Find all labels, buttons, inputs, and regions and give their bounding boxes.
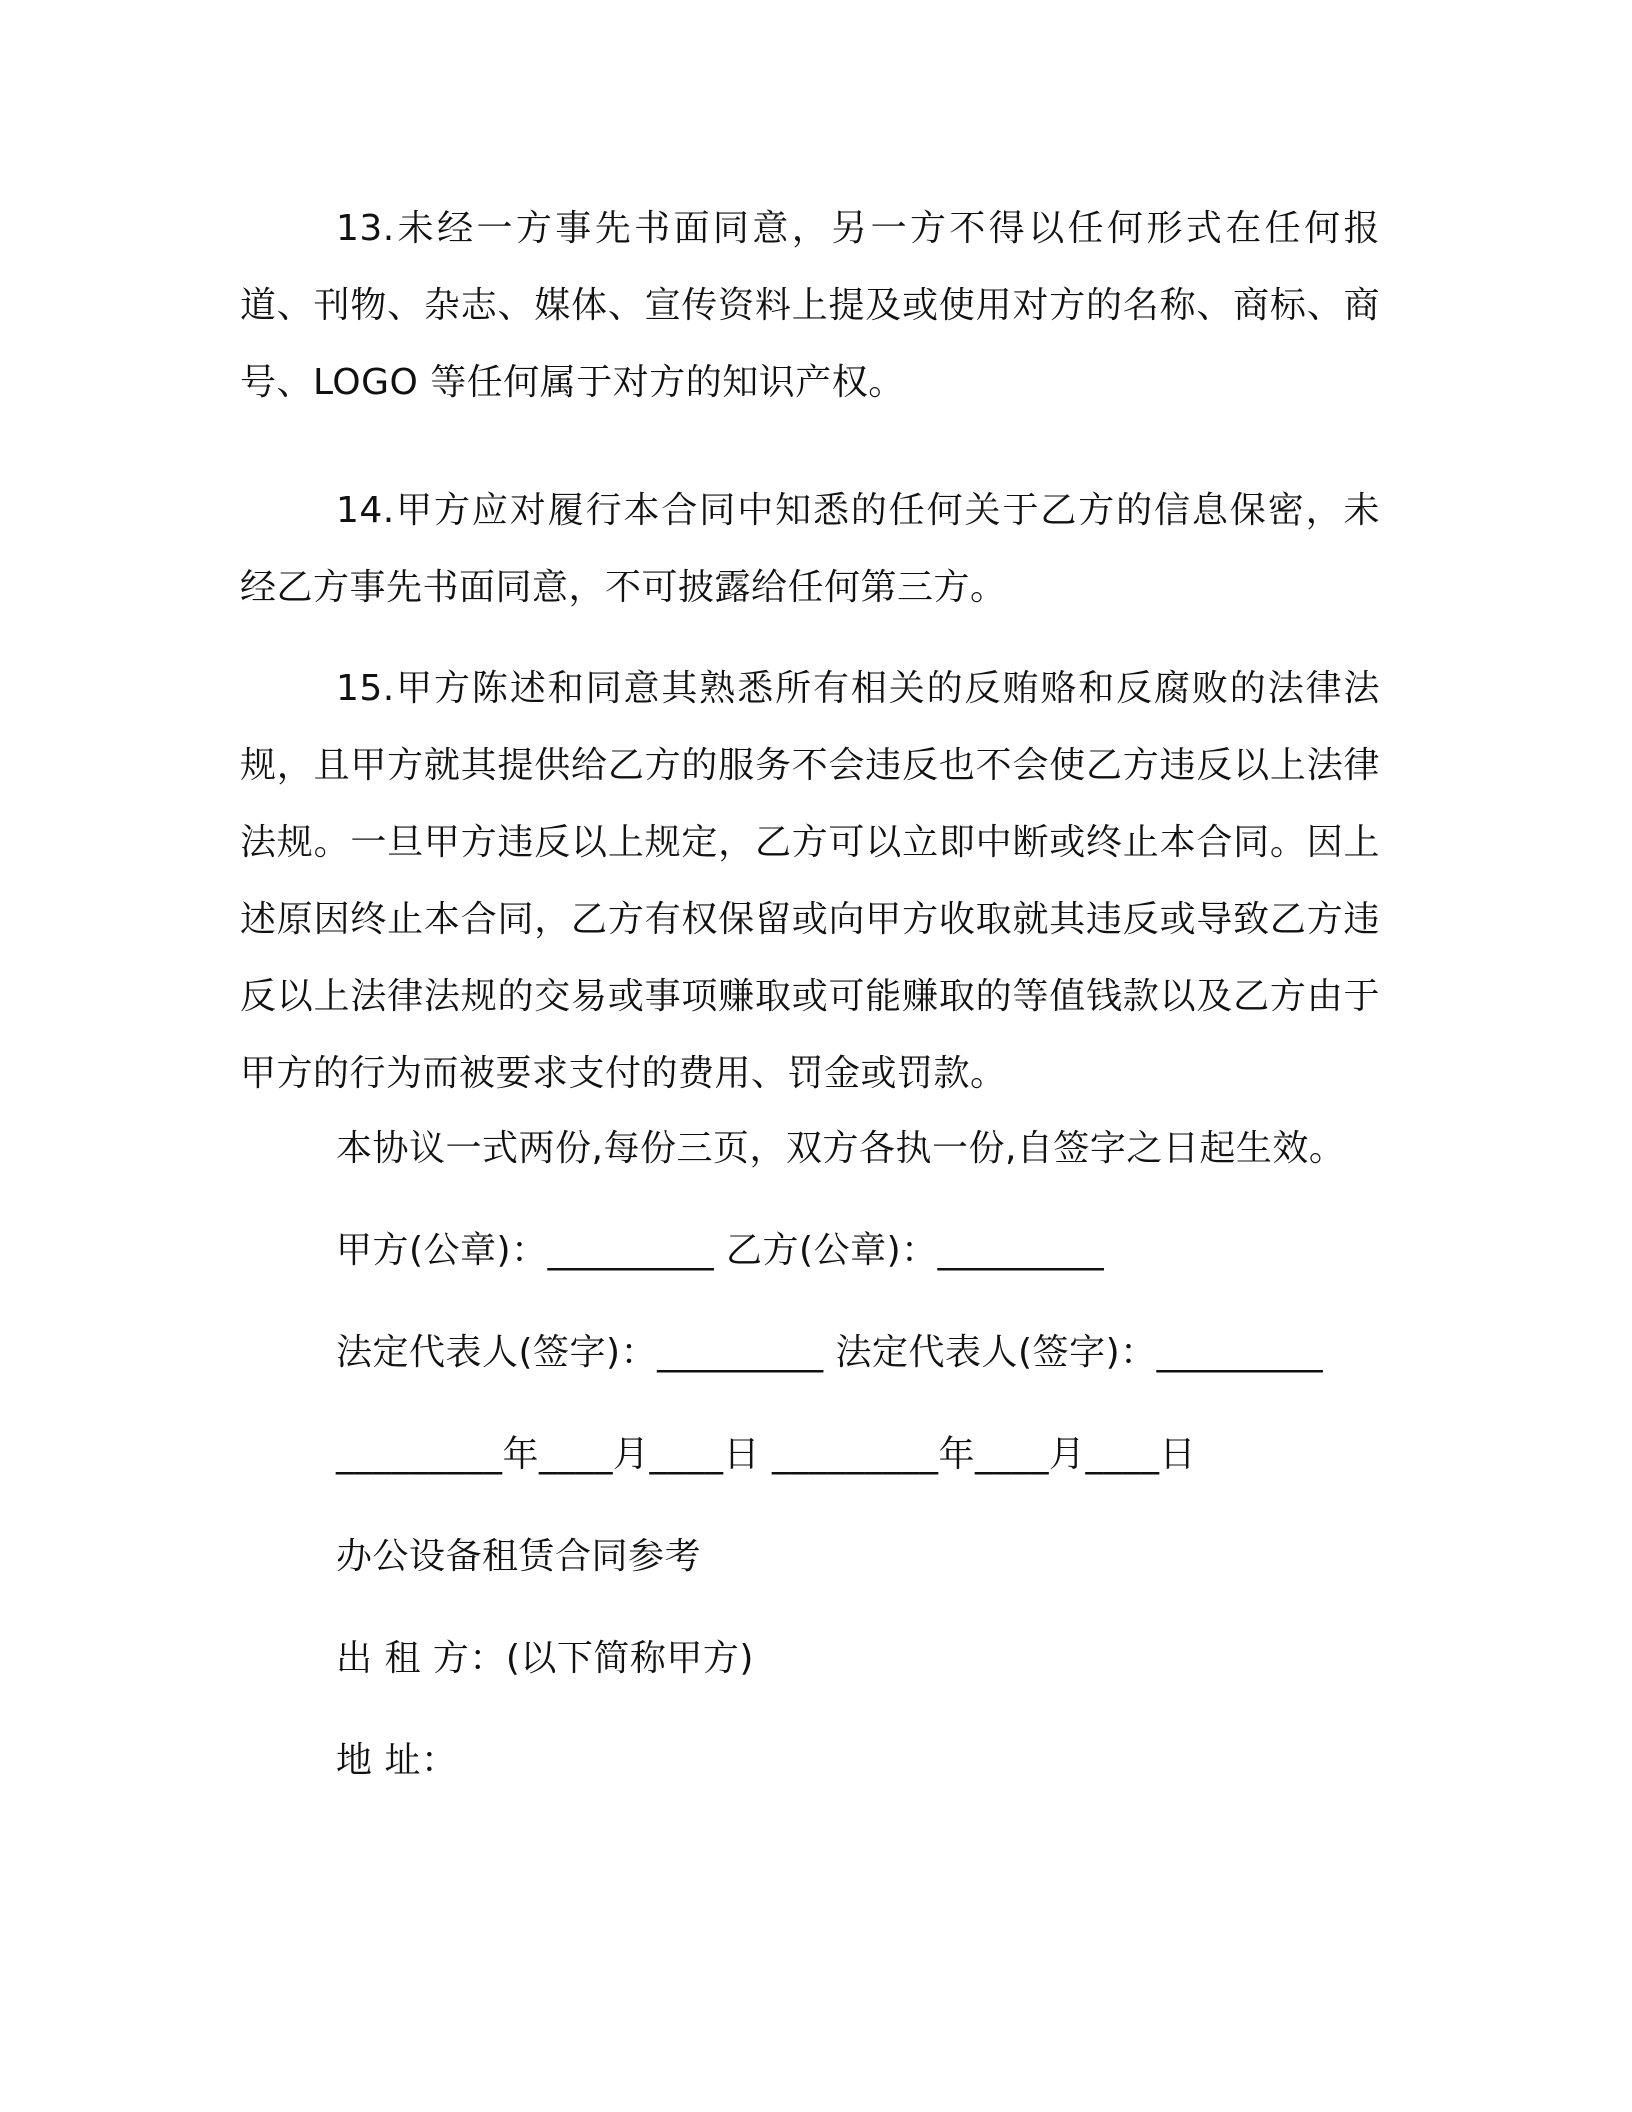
clause-15: 15.甲方陈述和同意其熟悉所有相关的反贿赂和反腐败的法律法规，且甲方就其提供给乙方的服务不会违反也不会使乙方违反以上法律法规。一旦甲方违反以上规定，乙方可以立即中断或终止本合同。因上述原因终止本合同，乙方有权保留或向甲方收取就其违反或导致乙方违反以上法律法规的交易或事项赚取或可能赚取的等值钱款以及乙方由于甲方的行为而被要求支付的费用、罚金或罚款。 [240,668,1380,1094]
representative-signature-line: 法定代表人(签字)：_________ 法定代表人(签字)：_________ [336,1332,1324,1373]
effect-statement: 本协议一式两份,每份三页，双方各执一份,自签字之日起生效。 [336,1128,1346,1169]
address-line: 地 址： [336,1740,458,1781]
date-line: _________年____月____日 _________年____月____日 [336,1434,1196,1475]
clause-13: 13.未经一方事先书面同意，另一方不得以任何形式在任何报道、刊物、杂志、媒体、宣传资料上提及或使用对方的名称、商标、商号、LOGO 等任何属于对方的知识产权。 [240,208,1380,403]
clause-14: 14.甲方应对履行本合同中知悉的任何关于乙方的信息保密，未经乙方事先书面同意，不可披露给任何第三方。 [240,490,1380,608]
seal-signature-line: 甲方(公章)：_________ 乙方(公章)：_________ [336,1230,1105,1271]
lessor-line: 出 租 方：(以下简称甲方) [336,1638,754,1679]
next-contract-title: 办公设备租赁合同参考 [336,1536,702,1577]
